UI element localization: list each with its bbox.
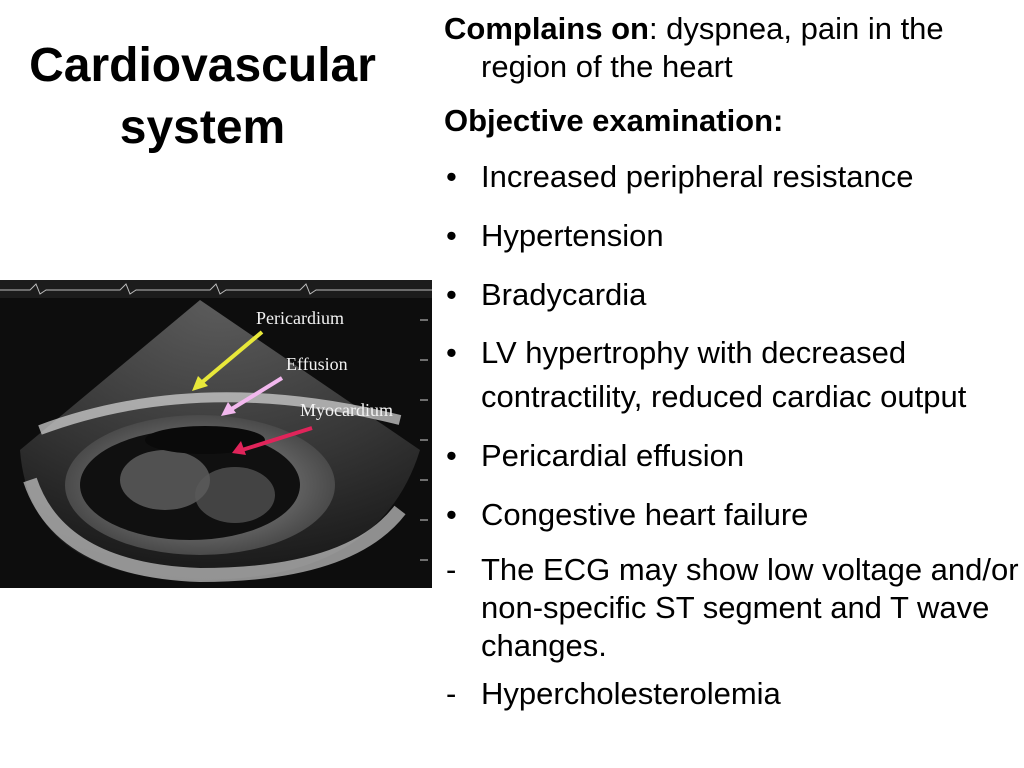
complaints-label: Complains on: [444, 11, 649, 46]
echocardiogram-image: [0, 280, 432, 588]
label-effusion: Effusion: [286, 354, 348, 374]
objective-heading: Objective examination:: [444, 103, 784, 138]
title-line-2: system: [119, 101, 286, 154]
list-item: [444, 675, 1019, 713]
dash-marker: -: [446, 552, 457, 587]
bullet-marker: •: [446, 218, 457, 253]
bullet-marker: •: [446, 438, 457, 473]
list-item: [444, 492, 1019, 537]
title-line-1: Cardiovascular: [29, 39, 376, 92]
label-myocardium: Myocardium: [300, 400, 393, 420]
bullet-marker: •: [446, 277, 457, 312]
complaints-paragraph: [444, 10, 1019, 86]
list-item: [444, 433, 1019, 478]
list-item-text: Hypertension: [481, 218, 664, 253]
label-pericardium: Pericardium: [256, 308, 344, 328]
dash-marker: -: [446, 676, 457, 711]
bullet-marker: •: [446, 335, 457, 370]
list-item: [444, 272, 1019, 317]
list-item-text: LV hypertrophy with decreased contractility, reduced cardiac output: [481, 335, 967, 414]
slide-content: [444, 10, 1019, 723]
list-item: [444, 154, 1019, 199]
bullet-marker: •: [446, 497, 457, 532]
bullet-marker: •: [446, 159, 457, 194]
additional-findings-list: [444, 551, 1019, 713]
echocardiogram-graphic: [0, 280, 432, 588]
list-item-text: Pericardial effusion: [481, 438, 745, 473]
list-item-text: Bradycardia: [481, 277, 647, 312]
list-item: [444, 551, 1019, 665]
list-item-text: Hypercholesterolemia: [481, 676, 781, 711]
slide-title: [0, 35, 405, 159]
list-item-text: Increased peripheral resistance: [481, 159, 914, 194]
list-item-text: The ECG may show low voltage and/or non-specific ST segment and T wave changes.: [481, 552, 1019, 663]
list-item: [444, 331, 1019, 419]
list-item-text: Congestive heart failure: [481, 497, 809, 532]
complaints-text: : dyspnea, pain in the region of the heart: [481, 11, 944, 84]
list-item: [444, 213, 1019, 258]
findings-list: [444, 154, 1019, 537]
